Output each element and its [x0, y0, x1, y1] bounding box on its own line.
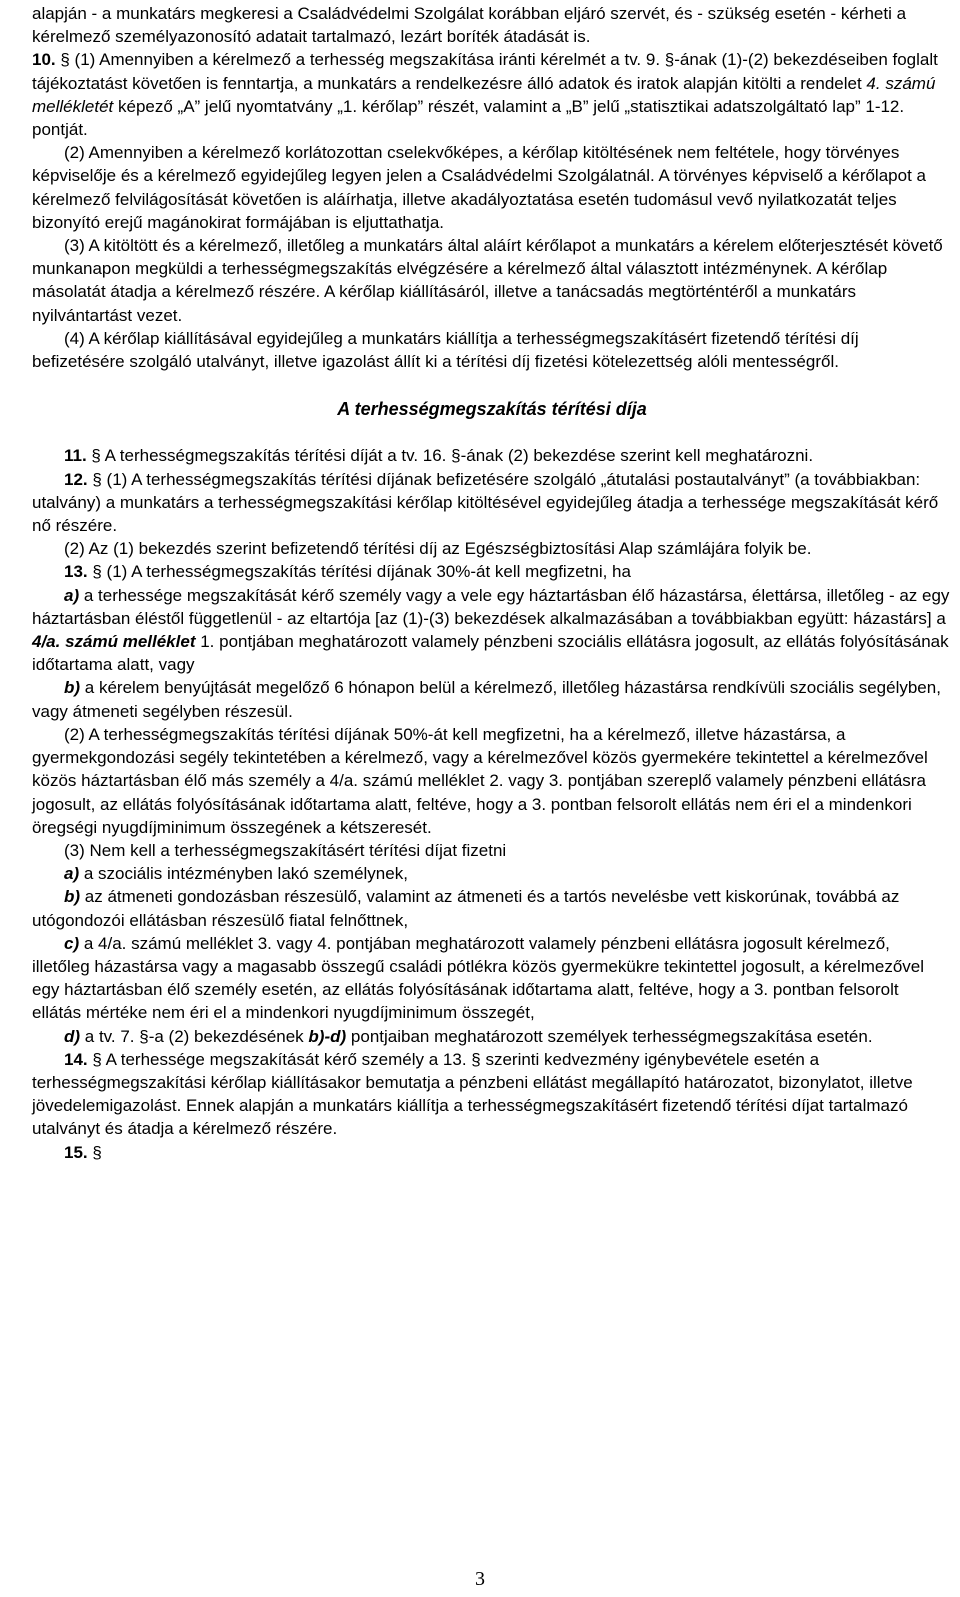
paragraph-text: (4) A kérőlap kiállításával egyidejűleg a munkatárs kiállítja a terhességmegszakításért fizetendő térítési díj befizetésére szolgáló utalványt, illetve igazolást állít ki a térítési díj fizetési kötelezettség alóli mentességről. [32, 328, 859, 372]
document-body [32, 2, 952, 1164]
section-13-item-b [32, 676, 952, 722]
item-label: b) [64, 887, 81, 907]
paragraph-text: pontjaiban meghatározott személyek terhességmegszakítása esetén. [346, 1026, 873, 1046]
paragraph-text: a kérelem benyújtását megelőző 6 hónapon belül a kérelmező, illetőleg házastársa rendkívüli szociális segélyben, vagy átmeneti segélyben részesül. [32, 678, 941, 721]
section-11-paragraph [32, 444, 952, 467]
point-reference: b)-d) [308, 1026, 347, 1046]
section-number: 13. [64, 562, 88, 582]
paragraph-text: képező „A” jelű nyomtatvány „1. kérőlap” részét, valamint a „B” jelű „statisztikai adatszolgáltató lap” 1-12. pontját. [32, 96, 905, 140]
section-10-paragraph-3 [32, 234, 952, 327]
section-heading: A terhességmegszakítás térítési díja [337, 399, 647, 420]
section-12-paragraph-2 [32, 537, 952, 560]
paragraph-text: a szociális intézményben lakó személynek, [79, 864, 408, 884]
paragraph-text: a terhessége megszakítását kérő személy vagy a vele egy háztartásban élő házastársa, élettársa, illetőleg - az egy háztartásban éléstől függetlenül - az eltartója [az (1)-(3) bekezdések alkalmazásában a továbbiakban együtt: házastárs] a [32, 585, 950, 628]
paragraph-text: (2) A terhességmegszakítás térítési díjának 50%-át kell megfizetni, ha a kérelmező, illetve házastársa, a gyermekgondozási segély tekintetében a kérelmező, vagy a kérelmezővel közös gyermekére tekintettel a kérelmezővel közös háztartásban élő más személy a 4/a. számú melléklet 2. vagy 3. pontjában szereplő valamely pénzbeni ellátásra jogosult, az ellátás folyósításának időtartama alatt, feltéve, hogy a 3. pontban felsorolt ellátás nem éri el a mindenkori öregségi nyugdíjminimum összegének a kétszeresét. [32, 724, 928, 837]
paragraph-text: a 4/a. számú melléklet 3. vagy 4. pontjában meghatározott valamely pénzbeni ellátásra jogosult kérelmező, illetőleg házastársa vagy a magasabb összegű családi pótlékra közös gyermekükre tekintettel jogosult, a kérelmezővel egy háztartásban élő személy esetén, az ellátás folyósításának időtartama alatt, feltéve, hogy a 3. pontban felsorolt ellátás mértéke nem éri el a mindenkori nyugdíjminimum összegét, [32, 933, 925, 1023]
section-13-3-item-c [32, 932, 952, 1025]
section-10-paragraph-4 [32, 327, 952, 373]
section-13-paragraph-2 [32, 723, 952, 839]
section-number: 14. [64, 1049, 88, 1069]
paragraph-text: § [87, 1142, 102, 1162]
item-label: c) [64, 933, 80, 953]
item-label: d) [64, 1026, 81, 1046]
paragraph-text: § (1) A terhességmegszakítás térítési díjának befizetésére szolgáló „átutalási postautalványt” (a továbbiakban: utalvány) a munkatárs a terhességmegszakítási kérőlap kitöltésével egyidejűleg átadja a terhessége megszakítását kérő nő részére. [32, 469, 939, 536]
paragraph-text: (3) A kitöltött és a kérelmező, illetőleg a munkatárs által aláírt kérőlapot a munkatárs a kérelem előterjesztését követő munkanapon megküldi a terhességmegszakítás elvégzésére a kérelmező által választott intézménynek. A kérőlap másolatát átadja a kérelmező részére. A kérőlap kiállításáról, illetve a tanácsadás megtörténtéről a munkatárs nyilvántartást vezet. [32, 236, 943, 325]
paragraph-text: § (1) A terhességmegszakítás térítési díjának 30%-át kell megfizetni, ha [87, 562, 631, 582]
paragraph-text: 1. pontjában meghatározott valamely pénzbeni szociális ellátásra jogosult, az ellátás folyósításának időtartama alatt, vagy [32, 632, 949, 675]
item-label: a) [64, 585, 80, 605]
paragraph-text: az átmeneti gondozásban részesülő, valamint az átmeneti és a tartós nevelésbe vett kiskorúnak, továbbá az utógondozói ellátásban részesülő fiatal felnőttnek, [32, 887, 900, 930]
paragraph-text: (3) Nem kell a terhességmegszakításért térítési díjat fizetni [64, 840, 507, 860]
section-14-paragraph [32, 1048, 952, 1141]
paragraph-continuation [32, 2, 952, 48]
section-number: 10. [32, 50, 56, 70]
paragraph-text: (2) Amennyiben a kérelmező korlátozottan cselekvőképes, a kérőlap kitöltésének nem feltétele, hogy törvényes képviselője és a kérelmező egyidejűleg legyen jelen a Családvédelmi Szolgálatnál. A törvényes képviselő a kérőlapot a kérelmező felvilágosítását követően is aláírhatja, illetve akadályoztatása esetén tudomásul vevő nyilatkozatát teljes bizonyító erejű magánokirat formájában is eljuttathatja. [32, 143, 926, 232]
paragraph-text: § A terhességmegszakítás térítési díját a tv. 16. §-ának (2) bekezdése szerint kell meghatározni. [86, 446, 814, 466]
section-15-paragraph [32, 1141, 952, 1164]
section-number: 12. [64, 469, 88, 489]
section-13-paragraph-3 [32, 839, 952, 862]
annex-reference: 4. számú mellékletét [32, 73, 936, 116]
item-label: b) [64, 678, 81, 698]
section-10-paragraph-1 [32, 48, 952, 141]
section-13-item-a [32, 584, 952, 677]
section-13-paragraph-1 [32, 560, 952, 583]
page-number: 3 [475, 1568, 485, 1590]
paragraph-text: (2) Az (1) bekezdés szerint befizetendő térítési díj az Egészségbiztosítási Alap számlájára folyik be. [64, 539, 812, 559]
paragraph-text: § (1) Amennyiben a kérelmező a terhesség megszakítása iránti kérelmét a tv. 9. §-ának (1)-(2) bekezdéseiben foglalt tájékoztatást követően is fenntartja, a munkatárs a rendelkezésre álló adatok és iratok alapján kitölti a rendelet [32, 50, 938, 93]
section-number: 15. [64, 1142, 88, 1162]
paragraph-text: § A terhessége megszakítását kérő személy a 13. § szerinti kedvezmény igénybevétele esetén a terhességmegszakítási kérőlap kiállításakor bemutatja a pénzbeni ellátást megállapító határozatot, bizonylatot, illetve jövedelemigazolást. Ennek alapján a munkatárs kiállítja a terhességmegszakításért fizetendő térítési díjat tartalmazó utalványt és átadja a kérelmező részére. [32, 1049, 913, 1139]
section-13-3-item-d [32, 1025, 952, 1048]
section-12-paragraph-1 [32, 468, 952, 538]
section-13-3-item-a [32, 862, 952, 885]
annex-reference: 4/a. számú melléklet [32, 632, 196, 652]
section-10-paragraph-2 [32, 141, 952, 234]
paragraph-text: a tv. 7. §-a (2) bekezdésének [80, 1026, 309, 1046]
section-number: 11. [64, 446, 87, 466]
paragraph-text: alapján - a munkatárs megkeresi a Családvédelmi Szolgálat korábban eljáró szervét, és - szükség esetén - kérheti a kérelmező személyazonosító adatait tartalmazó, lezárt boríték átadását is. [32, 4, 907, 47]
section-13-3-item-b [32, 885, 952, 931]
item-label: a) [64, 864, 80, 884]
